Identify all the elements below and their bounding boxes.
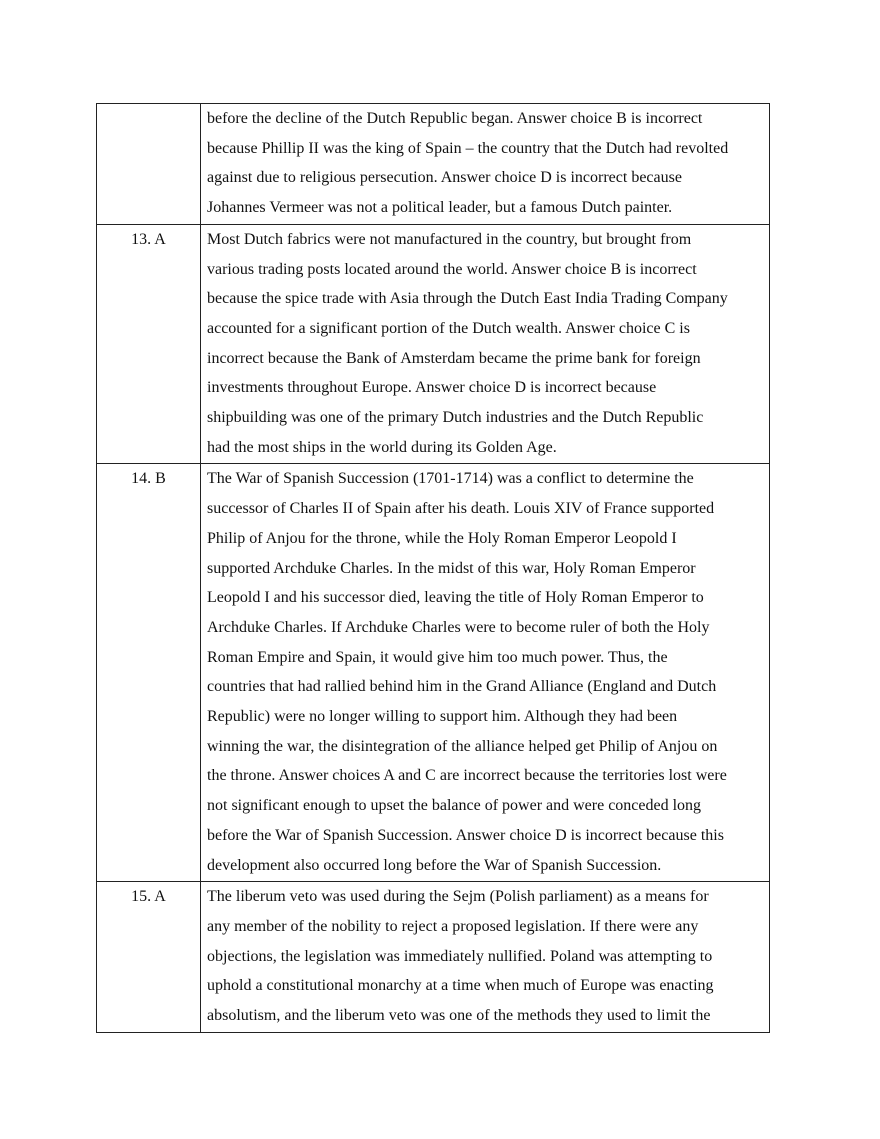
explanation-line: because Phillip II was the king of Spain – the country that the Dutch had revolted: [207, 139, 729, 157]
explanation-line: Philip of Anjou for the throne, while the Holy Roman Emperor Leopold I: [207, 529, 677, 547]
explanation-line: had the most ships in the world during its Golden Age.: [207, 438, 557, 456]
explanation-line: against due to religious persecution. Answer choice D is incorrect because: [207, 169, 682, 187]
answer-explanation: [201, 104, 770, 225]
explanation-line: Leopold I and his successor died, leaving the title of Holy Roman Emperor to: [207, 589, 704, 607]
answer-row: [97, 464, 770, 882]
answer-explanation: [201, 224, 770, 464]
explanation-line: uphold a constitutional monarchy at a time when much of Europe was enacting: [207, 977, 714, 995]
explanation-line: any member of the nobility to reject a proposed legislation. If there were any: [207, 917, 699, 935]
explanation-line: before the War of Spanish Succession. Answer choice D is incorrect because this: [207, 826, 724, 844]
answer-label: 15. A: [97, 882, 201, 1033]
answer-key-table: [96, 103, 770, 1033]
explanation-line: objections, the legislation was immediately nullified. Poland was attempting to: [207, 947, 713, 965]
explanation-line: shipbuilding was one of the primary Dutch industries and the Dutch Republic: [207, 409, 704, 427]
explanation-line: successor of Charles II of Spain after his death. Louis XIV of France supported: [207, 500, 715, 518]
answer-row: [97, 104, 770, 225]
explanation-line: supported Archduke Charles. In the midst of this war, Holy Roman Emperor: [207, 559, 696, 577]
explanation-line: Johannes Vermeer was not a political leader, but a famous Dutch painter.: [207, 199, 673, 217]
explanation-line: various trading posts located around the world. Answer choice B is incorrect: [207, 260, 697, 278]
explanation-line: The War of Spanish Succession (1701-1714) was a conflict to determine the: [207, 470, 694, 488]
explanation-line: Republic) were no longer willing to support him. Although they had been: [207, 708, 678, 726]
explanation-line: development also occurred long before the War of Spanish Succession.: [207, 856, 662, 874]
explanation-line: before the decline of the Dutch Republic began. Answer choice B is incorrect: [207, 110, 703, 127]
explanation-line: because the spice trade with Asia through the Dutch East India Trading Company: [207, 290, 728, 308]
explanation-line: Most Dutch fabrics were not manufactured in the country, but brought from: [207, 230, 692, 248]
answer-label: 13. A: [97, 224, 201, 464]
explanation-line: winning the war, the disintegration of the alliance helped get Philip of Anjou on: [207, 737, 718, 755]
explanation-line: the throne. Answer choices A and C are incorrect because the territories lost were: [207, 767, 727, 785]
answer-label: [97, 104, 201, 225]
explanation-line: The liberum veto was used during the Sejm (Polish parliament) as a means for: [207, 888, 709, 906]
answer-label: 14. B: [97, 464, 201, 882]
answer-explanation: [201, 464, 770, 882]
explanation-line: absolutism, and the liberum veto was one of the methods they used to limit the: [207, 1007, 711, 1025]
explanation-line: incorrect because the Bank of Amsterdam became the prime bank for foreign: [207, 349, 701, 367]
answer-explanation: [201, 882, 770, 1033]
answer-row: [97, 882, 770, 1033]
explanation-line: Archduke Charles. If Archduke Charles were to become ruler of both the Holy: [207, 618, 710, 636]
explanation-line: countries that had rallied behind him in the Grand Alliance (England and Dutch: [207, 678, 717, 696]
answer-row: [97, 224, 770, 464]
explanation-line: Roman Empire and Spain, it would give him too much power. Thus, the: [207, 648, 668, 666]
explanation-line: not significant enough to upset the balance of power and were conceded long: [207, 797, 702, 815]
explanation-line: investments throughout Europe. Answer choice D is incorrect because: [207, 379, 657, 397]
explanation-line: accounted for a significant portion of the Dutch wealth. Answer choice C is: [207, 319, 690, 337]
